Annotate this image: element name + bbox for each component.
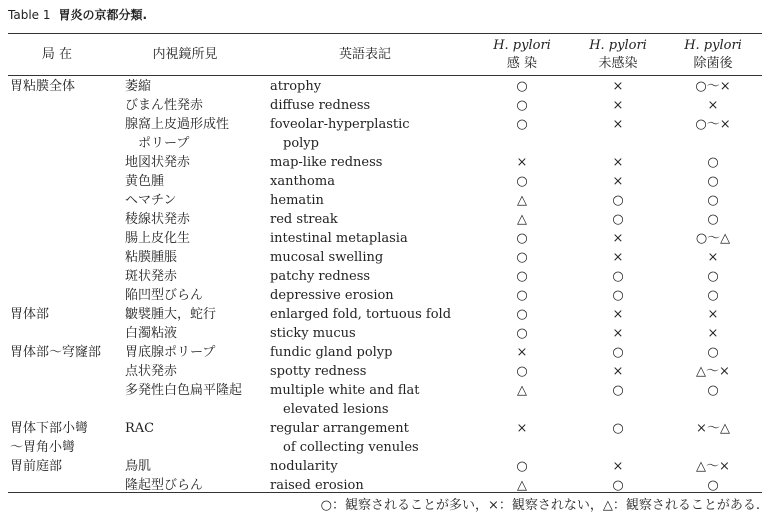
row-infected-symbol: ×	[516, 421, 528, 436]
row-finding-jp: 白濁粘液	[125, 326, 178, 341]
row-infected-symbol: ○	[516, 459, 528, 474]
row-eradicated-symbol: ○	[707, 288, 719, 303]
row-uninfected-symbol: ×	[612, 364, 624, 379]
row-finding-en: xanthoma	[270, 174, 335, 189]
top-rule	[8, 33, 762, 34]
header-rule	[8, 75, 762, 76]
row-infected-symbol: ○	[516, 231, 528, 246]
row-infected-symbol: ×	[516, 155, 528, 170]
row-finding-en: intestinal metaplasia	[270, 231, 408, 246]
row-infected-symbol: ○	[516, 79, 528, 94]
row-uninfected-symbol: ○	[612, 269, 624, 284]
row-infected-symbol: ○	[516, 307, 528, 322]
row-finding-en: fundic gland polyp	[270, 345, 393, 360]
row-eradicated-symbol: △～×	[696, 459, 730, 474]
row-eradicated-symbol: ○	[707, 212, 719, 227]
row-location: 胃粘膜全体	[10, 79, 76, 94]
row-eradicated-symbol: ○	[707, 155, 719, 170]
row-uninfected-symbol: ×	[612, 326, 624, 341]
row-uninfected-symbol: ×	[612, 174, 624, 189]
row-finding-jp: 点状発赤	[125, 364, 178, 379]
row-finding-en: patchy redness	[270, 269, 371, 284]
row-eradicated-symbol: △～×	[696, 364, 730, 379]
row-location: 胃前庭部	[10, 459, 63, 474]
row-uninfected-symbol: ×	[612, 98, 624, 113]
row-finding-jp: 地図状発赤	[125, 155, 191, 170]
row-finding-jp: ヘマチン	[125, 193, 177, 208]
row-eradicated-symbol: ○	[707, 193, 719, 208]
row-finding-jp: 稜線状発赤	[125, 212, 191, 227]
row-finding-en: red streak	[270, 212, 338, 227]
header-hp-3: H. pylori	[684, 38, 742, 53]
row-uninfected-symbol: ○	[612, 383, 624, 398]
row-finding-en: mucosal swelling	[270, 250, 384, 265]
row-finding-jp: 胃底腺ポリープ	[125, 345, 216, 360]
row-finding-en: depressive erosion	[270, 288, 394, 303]
row-finding-en: raised erosion	[270, 478, 364, 493]
row-eradicated-symbol: ○	[707, 174, 719, 189]
row-finding-jp: 隆起型びらん	[125, 478, 204, 493]
row-finding-jp: 多発性白色扁平隆起	[125, 383, 243, 398]
header-uninfected-label: 未感染	[598, 56, 638, 71]
row-uninfected-symbol: ○	[612, 193, 624, 208]
row-location: 胃体部	[10, 307, 50, 322]
row-eradicated-symbol: ○	[707, 383, 719, 398]
row-finding-en: regular arrangement	[270, 421, 409, 436]
row-finding-jp: 腸上皮化生	[125, 231, 191, 246]
row-infected-symbol: ○	[516, 250, 528, 265]
row-uninfected-symbol: ×	[612, 250, 624, 265]
row-eradicated-symbol: ○～×	[695, 117, 731, 132]
row-finding-en: diffuse redness	[270, 98, 371, 113]
row-location: ～胃角小彎	[10, 440, 76, 455]
header-location: 局 在	[41, 47, 73, 62]
header-eradicated	[673, 37, 753, 73]
row-uninfected-symbol: ○	[612, 288, 624, 303]
row-finding-jp: ポリープ	[125, 136, 190, 151]
header-hp-1: H. pylori	[493, 38, 551, 53]
header-endoscopic-findings: 内視鏡所見	[152, 47, 218, 62]
row-infected-symbol: △	[517, 212, 527, 227]
row-infected-symbol: ○	[516, 269, 528, 284]
row-finding-jp: 陥凹型びらん	[125, 288, 204, 303]
row-uninfected-symbol: ○	[612, 212, 624, 227]
row-finding-jp: 萎縮	[125, 79, 152, 94]
row-finding-jp: びまん性発赤	[125, 98, 204, 113]
row-eradicated-symbol: ×	[707, 326, 719, 341]
bottom-rule	[8, 492, 762, 493]
row-uninfected-symbol: ×	[612, 307, 624, 322]
row-finding-en: of collecting venules	[270, 440, 419, 455]
row-location: 胃体部～穹窿部	[10, 345, 102, 360]
row-finding-en: enlarged fold, tortuous fold	[270, 307, 452, 322]
row-uninfected-symbol: ×	[612, 117, 624, 132]
header-english: 英語表記	[338, 47, 391, 62]
row-infected-symbol: △	[517, 193, 527, 208]
row-finding-jp: 黄色腫	[125, 174, 165, 189]
row-finding-jp: 粘膜腫脹	[125, 250, 178, 265]
row-uninfected-symbol: ○	[612, 421, 624, 436]
row-uninfected-symbol: ○	[612, 478, 624, 493]
row-eradicated-symbol: ×～△	[696, 421, 730, 436]
row-infected-symbol: △	[517, 383, 527, 398]
row-infected-symbol: ○	[516, 174, 528, 189]
row-finding-en: map-like redness	[270, 155, 383, 170]
row-finding-en: elevated lesions	[270, 402, 389, 417]
row-finding-jp: 斑状発赤	[125, 269, 178, 284]
row-infected-symbol: ○	[516, 117, 528, 132]
header-infected	[482, 37, 562, 73]
row-location: 胃体下部小彎	[10, 421, 89, 436]
row-finding-en: hematin	[270, 193, 324, 208]
legend-footnote: ○：観察されることが多い，×：観察されない，△：観察されることがある.	[320, 498, 760, 513]
row-infected-symbol: ○	[516, 288, 528, 303]
row-finding-en: nodularity	[270, 459, 338, 474]
row-finding-jp: 腺窩上皮過形成性	[125, 117, 230, 132]
row-eradicated-symbol: ○	[707, 345, 719, 360]
row-eradicated-symbol: ○	[707, 478, 719, 493]
row-finding-en: atrophy	[270, 79, 322, 94]
row-infected-symbol: ×	[516, 345, 528, 360]
header-infected-label: 感 染	[506, 56, 538, 71]
row-uninfected-symbol: ×	[612, 231, 624, 246]
row-infected-symbol: ○	[516, 98, 528, 113]
row-finding-jp: RAC	[125, 421, 155, 436]
row-eradicated-symbol: ○～△	[695, 231, 731, 246]
row-eradicated-symbol: ×	[707, 250, 719, 265]
row-eradicated-symbol: ○～×	[695, 79, 731, 94]
header-hp-2: H. pylori	[589, 38, 647, 53]
row-infected-symbol: ○	[516, 326, 528, 341]
row-finding-en: spotty redness	[270, 364, 367, 379]
row-uninfected-symbol: ×	[612, 79, 624, 94]
row-finding-jp: 皺襞腫大，蛇行	[125, 307, 217, 322]
row-eradicated-symbol: ○	[707, 269, 719, 284]
header-eradicated-label: 除菌後	[693, 56, 733, 71]
row-finding-en: sticky mucus	[270, 326, 356, 341]
row-finding-en: foveolar-hyperplastic	[270, 117, 410, 132]
row-infected-symbol: △	[517, 478, 527, 493]
row-eradicated-symbol: ×	[707, 307, 719, 322]
row-eradicated-symbol: ×	[707, 98, 719, 113]
header-uninfected	[578, 37, 658, 73]
row-infected-symbol: ○	[516, 364, 528, 379]
table-title: 胃炎の京都分類.	[58, 8, 148, 22]
row-uninfected-symbol: ×	[612, 459, 624, 474]
table-caption	[8, 6, 147, 23]
table-number: Table 1	[8, 8, 51, 22]
row-uninfected-symbol: ×	[612, 155, 624, 170]
row-finding-en: polyp	[270, 136, 319, 151]
row-finding-en: multiple white and flat	[270, 383, 420, 398]
row-finding-jp: 鳥肌	[125, 459, 152, 474]
row-uninfected-symbol: ○	[612, 345, 624, 360]
